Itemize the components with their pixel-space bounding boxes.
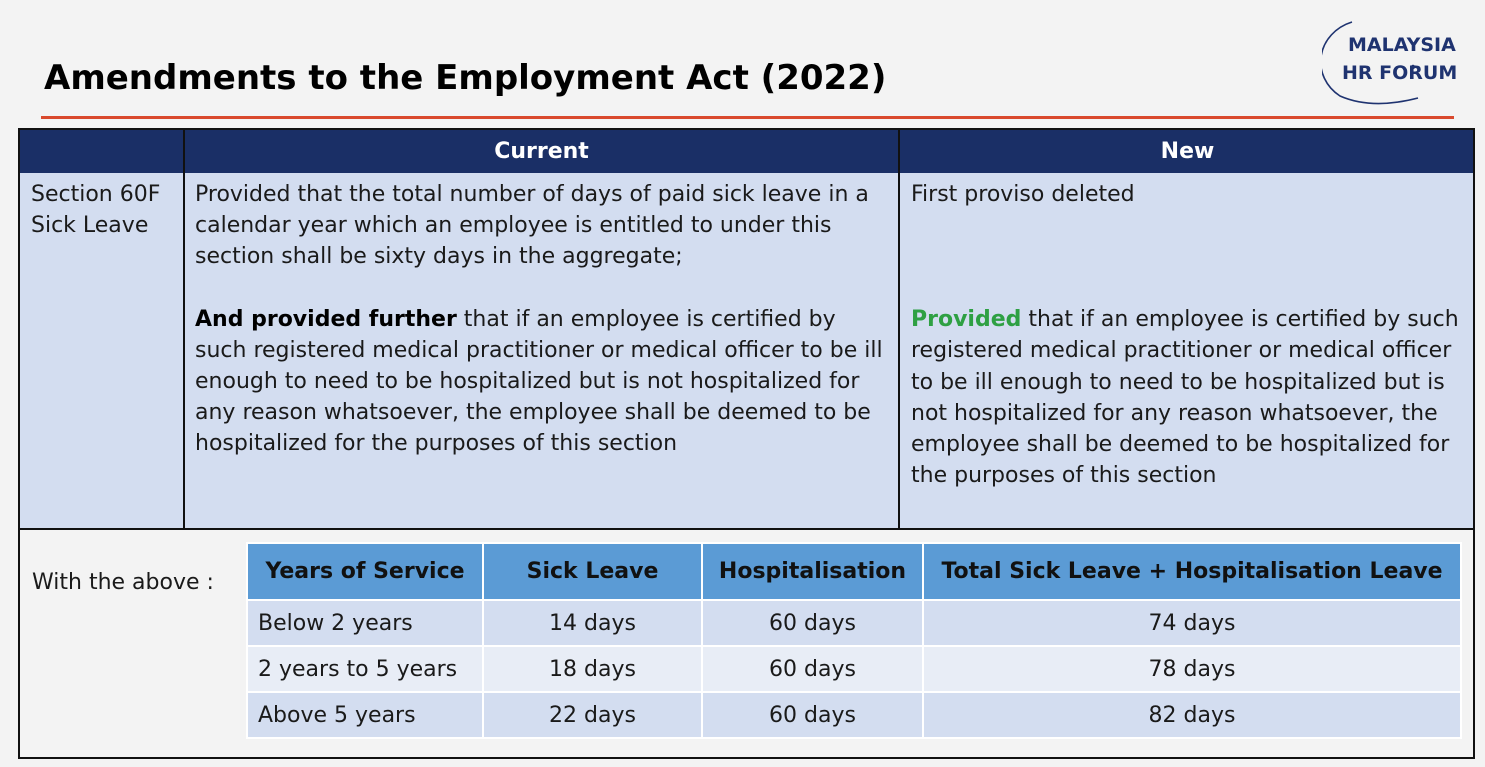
sick-leave-cell: 18 days xyxy=(483,646,702,692)
leave-entitlement-table xyxy=(246,542,1462,739)
header-sick-leave: Sick Leave xyxy=(483,543,702,600)
new-proviso-1: First proviso deleted xyxy=(911,182,1135,207)
current-proviso-2-lead: And provided further xyxy=(195,306,457,332)
new-proviso-2-text: that if an employee is certified by such registered medical practitioner or medical officer to be ill enough to need to be hospitalized but is not hospitalized for any reason whatsoever, the employee shall be deemed to be hospitalized for the purposes of this section xyxy=(911,307,1459,489)
total-leave-cell: 74 days xyxy=(923,600,1461,646)
logo-text-line2: HR FORUM xyxy=(1342,62,1458,84)
hospitalisation-cell: 60 days xyxy=(702,646,923,692)
leave-table-intro: With the above : xyxy=(32,570,214,595)
current-proviso-2-text: that if an employee is certified by such registered medical practitioner or medical officer to be ill enough to need to be hospitalized but is not hospitalized for any reason whatsoever, the employee shall be deemed to be hospitalized for the purposes of this section xyxy=(195,306,883,457)
table-row xyxy=(247,646,1461,692)
current-proviso-1: Provided that the total number of days of paid sick leave in a calendar year which an employee is entitled to under this section shall be sixty days in the aggregate; xyxy=(195,182,869,270)
malaysia-hr-forum-logo xyxy=(1322,18,1482,108)
new-proviso-2-lead: Provided xyxy=(911,307,1022,333)
section-60f-row xyxy=(20,173,1473,529)
column-divider xyxy=(898,130,900,529)
current-provision xyxy=(195,179,889,460)
row-label xyxy=(31,179,181,241)
header-hospitalisation: Hospitalisation xyxy=(702,543,923,600)
column-divider xyxy=(183,130,185,529)
row-label-section: Section 60F xyxy=(31,182,161,207)
comparison-header-row xyxy=(20,130,1473,173)
header-total-leave: Total Sick Leave + Hospitalisation Leave xyxy=(923,543,1461,600)
total-leave-cell: 78 days xyxy=(923,646,1461,692)
new-provision xyxy=(911,179,1459,491)
page-title: Amendments to the Employment Act (2022) xyxy=(44,58,887,98)
header-new: New xyxy=(1160,139,1215,164)
years-cell: Above 5 years xyxy=(247,692,483,738)
years-cell: Below 2 years xyxy=(247,600,483,646)
sick-leave-cell: 14 days xyxy=(483,600,702,646)
header-years-of-service: Years of Service xyxy=(247,543,483,600)
header-current: Current xyxy=(494,139,589,164)
hospitalisation-cell: 60 days xyxy=(702,692,923,738)
current-proviso-2 xyxy=(195,304,889,460)
row-divider xyxy=(20,528,1473,530)
hospitalisation-cell: 60 days xyxy=(702,600,923,646)
new-proviso-2 xyxy=(911,304,1459,491)
sick-leave-cell: 22 days xyxy=(483,692,702,738)
row-label-topic: Sick Leave xyxy=(31,213,149,239)
years-cell: 2 years to 5 years xyxy=(247,646,483,692)
total-leave-cell: 82 days xyxy=(923,692,1461,738)
logo-text-line1: MALAYSIA xyxy=(1348,34,1456,56)
title-underline xyxy=(41,116,1454,119)
comparison-table xyxy=(18,128,1475,759)
table-row xyxy=(247,692,1461,738)
table-row xyxy=(247,600,1461,646)
leave-table-header-row xyxy=(247,543,1461,600)
